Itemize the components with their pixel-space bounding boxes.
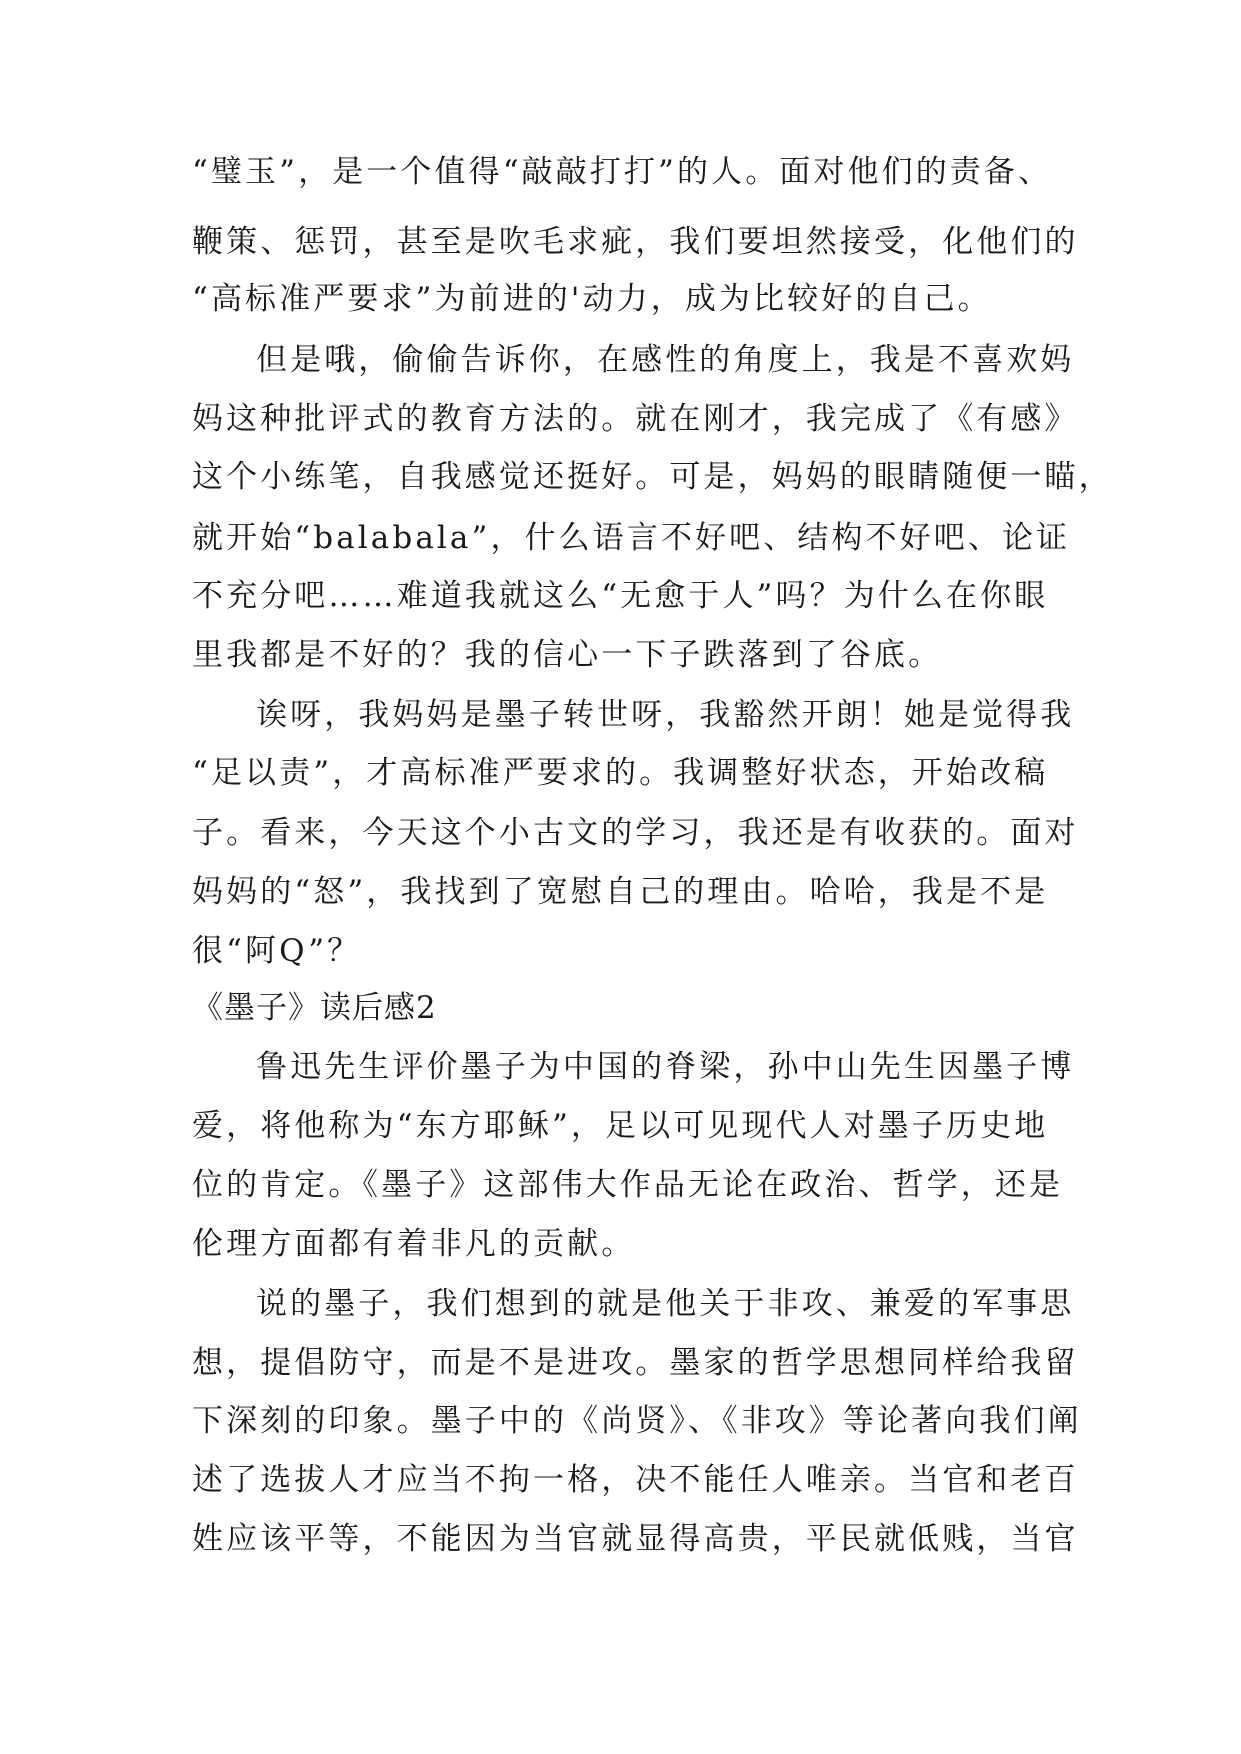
paragraph-first-line: 鲁迅先生评价墨子为中国的脊梁，孙中山先生因墨子博 [256, 1049, 1075, 1085]
paragraph-first-line: 诶呀，我妈妈是墨子转世呀，我豁然开朗！她是觉得我 [256, 697, 1075, 733]
text-line: 位的肯定。《墨子》这部伟大作品无论在政治、哲学，还是 [192, 1167, 1064, 1203]
text-line: 里我都是不好的？我的信心一下子跌落到了谷底。 [192, 637, 943, 673]
text-line: “足以责”，才高标准严要求的。我调整好状态，开始改稿 [192, 755, 1049, 791]
text-line: “璧玉”，是一个值得“敲敲打打”的人。面对他们的责备、 [192, 154, 1053, 190]
text-line: “高标准严要求”为前进的'动力，成为比较好的自己。 [192, 281, 992, 317]
text-line: 就开始“balabala”，什么语言不好吧、结构不好吧、论证 [192, 520, 1071, 556]
text-line: 姓应该平等，不能因为当官就显得高贵，平民就低贱，当官 [192, 1521, 1079, 1557]
paragraph-first-line: 说的墨子，我们想到的就是他关于非攻、兼爱的军事思 [256, 1286, 1075, 1322]
paragraph-first-line: 但是哦，偷偷告诉你，在感性的角度上，我是不喜欢妈 [256, 342, 1075, 378]
text-line: 不充分吧……难道我就这么“无愈于人”吗？为什么在你眼 [192, 578, 1049, 614]
section-heading: 《墨子》读后感2 [192, 990, 437, 1026]
text-line: 这个小练笔，自我感觉还挺好。可是，妈妈的眼睛随便一瞄， [192, 459, 1113, 495]
text-line: 子。看来，今天这个小古文的学习，我还是有收获的。面对 [192, 815, 1079, 851]
text-line: 述了选拔人才应当不拘一格，决不能任人唯亲。当官和老百 [192, 1462, 1079, 1498]
text-line: 下深刻的印象。墨子中的《尚贤》、《非攻》等论著向我们阐 [192, 1403, 1082, 1439]
text-line: 鞭策、惩罚，甚至是吹毛求疵，我们要坦然接受，化他们的 [192, 224, 1079, 260]
text-line: 妈妈的“怒”，我找到了宽慰自己的理由。哈哈，我是不是 [192, 874, 1049, 910]
text-line: 想，提倡防守，而是不是进攻。墨家的哲学思想同样给我留 [192, 1345, 1079, 1381]
text-line: 伦理方面都有着非凡的贡献。 [192, 1226, 636, 1262]
text-line: 很“阿Q”？ [192, 933, 362, 969]
text-line: 爱，将他称为“东方耶稣”，足以可见现代人对墨子历史地 [192, 1108, 1049, 1144]
text-line: 妈这种批评式的教育方法的。就在刚才，我完成了《有感》 [192, 401, 1079, 437]
